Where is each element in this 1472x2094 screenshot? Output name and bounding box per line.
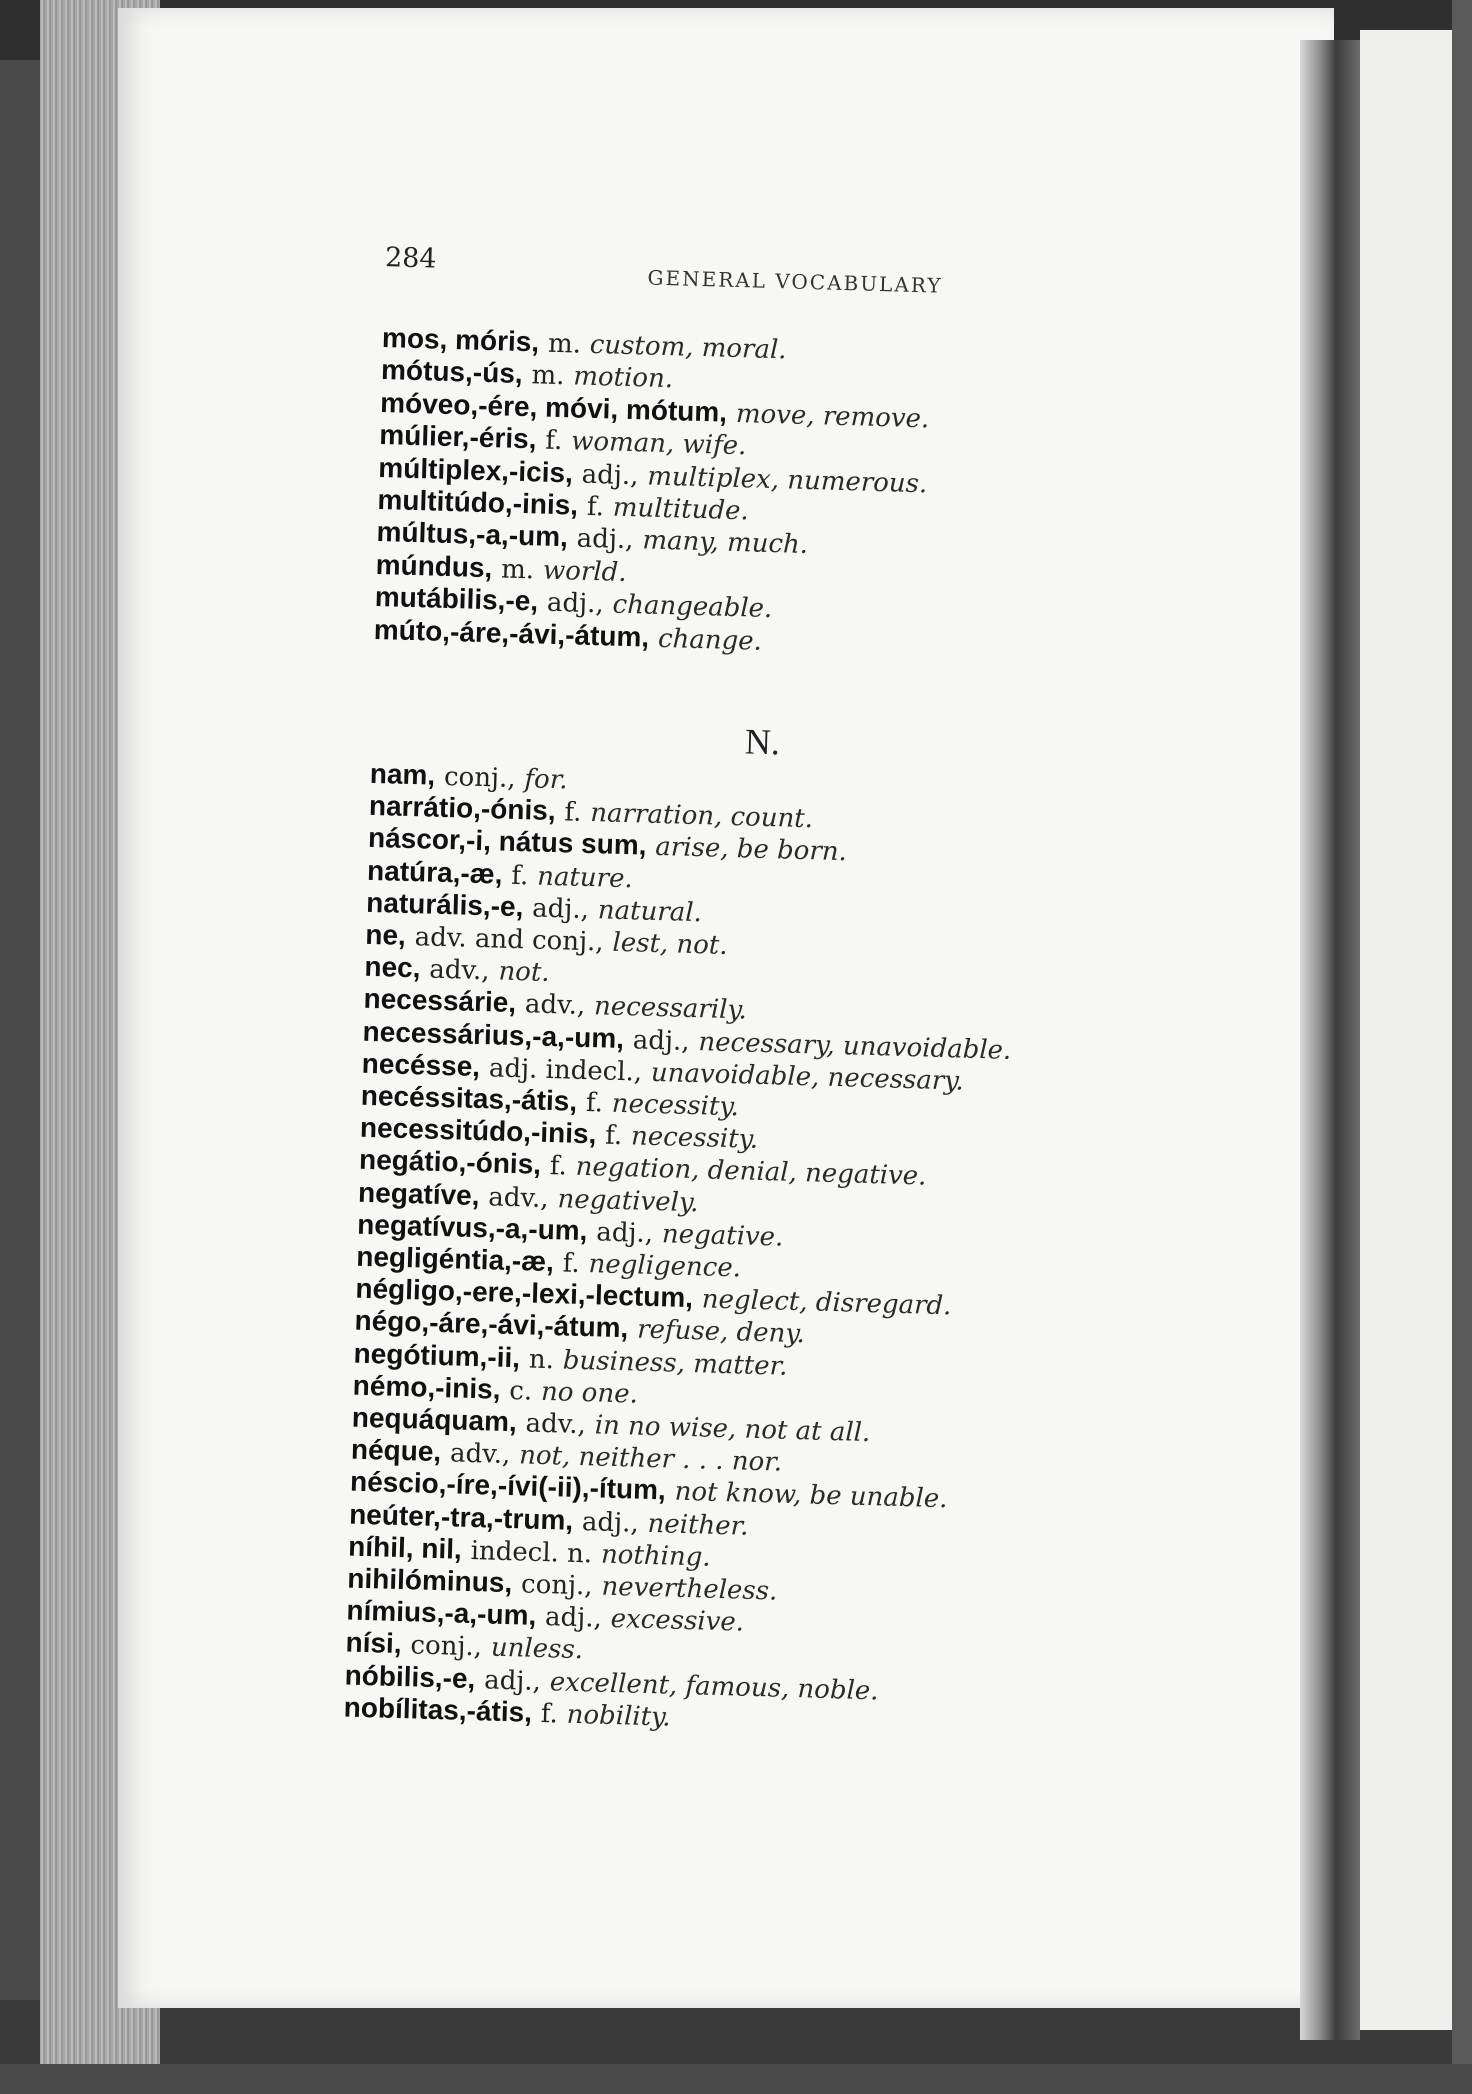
grammar-label: f. bbox=[540, 1698, 559, 1730]
definition: refuse, deny. bbox=[636, 1314, 806, 1350]
headword: mótus,-ús, bbox=[380, 354, 524, 390]
headword: natúra,-æ, bbox=[366, 854, 503, 890]
definition: excellent, famous, noble. bbox=[549, 1666, 879, 1707]
grammar-label: conj., bbox=[410, 1630, 483, 1663]
headword: móveo,-ére, móvi, mótum, bbox=[379, 386, 728, 428]
grammar-label: adj., bbox=[581, 459, 639, 491]
definition: natural. bbox=[597, 895, 703, 928]
headword: necessitúdo,-inis, bbox=[359, 1111, 597, 1150]
running-head: GENERAL VOCABULARY bbox=[647, 265, 943, 298]
headword: necessárius,-a,-um, bbox=[362, 1015, 625, 1054]
grammar-label: conj., bbox=[443, 761, 517, 794]
headword: negatívus,-a,-um, bbox=[356, 1208, 588, 1246]
headword: nímius,-a,-um, bbox=[346, 1594, 537, 1632]
headword: nihilóminus, bbox=[346, 1562, 513, 1599]
grammar-label: f. bbox=[549, 1151, 568, 1182]
grammar-label: m. bbox=[500, 554, 535, 586]
page-number: 284 bbox=[384, 242, 438, 275]
headword: nobílitas,-átis, bbox=[343, 1691, 533, 1728]
definition: neglect, disregard. bbox=[701, 1284, 952, 1322]
headword: négligo,-ere,-lexi,-lectum, bbox=[355, 1272, 694, 1314]
grammar-label: adj., bbox=[531, 893, 590, 925]
headword: néque, bbox=[350, 1433, 442, 1468]
headword: múltus,-a,-um, bbox=[376, 516, 569, 553]
definition: excessive. bbox=[610, 1604, 745, 1638]
definition: arise, be born. bbox=[654, 832, 848, 868]
headword: nóbilis,-e, bbox=[344, 1659, 476, 1694]
definition: motion. bbox=[572, 361, 674, 395]
definition: unavoidable, necessary. bbox=[650, 1057, 965, 1097]
definition: changeable. bbox=[612, 589, 773, 625]
definition: unless. bbox=[490, 1633, 584, 1666]
grammar-label: adv., bbox=[487, 1181, 550, 1214]
definition: necessity. bbox=[611, 1088, 740, 1123]
definition: negligence. bbox=[588, 1249, 742, 1284]
headword: mos, móris, bbox=[381, 322, 540, 358]
grammar-label: adj., bbox=[581, 1506, 640, 1539]
definition: nobility. bbox=[566, 1699, 672, 1733]
definition: multiplex, numerous. bbox=[646, 461, 928, 499]
grammar-label: f. bbox=[586, 491, 605, 523]
grammar-label: adj., bbox=[576, 523, 634, 556]
headword: negatíve, bbox=[357, 1176, 480, 1211]
headword: nísi, bbox=[345, 1626, 403, 1660]
definition: neither. bbox=[647, 1508, 749, 1542]
headword: necessárie, bbox=[363, 983, 517, 1019]
definition: necessarily. bbox=[593, 991, 748, 1026]
headword: náscor,-i, nátus sum, bbox=[367, 822, 647, 862]
definition: negative. bbox=[661, 1219, 784, 1253]
headword: naturális,-e, bbox=[365, 886, 524, 923]
section-letter-heading: N. bbox=[744, 721, 781, 763]
grammar-label: adv. and conj., bbox=[414, 922, 605, 958]
definition: negation, denial, negative. bbox=[575, 1152, 927, 1192]
grammar-label: adv., bbox=[524, 989, 586, 1022]
definition: necessary, unavoidable. bbox=[698, 1026, 1012, 1066]
headword: nam, bbox=[369, 757, 436, 791]
definition: narration, count. bbox=[589, 798, 814, 835]
definition: multitude. bbox=[612, 492, 750, 527]
definition: no one. bbox=[540, 1376, 639, 1410]
headword: mutábilis,-e, bbox=[374, 581, 539, 617]
headword: necéssitas,-átis, bbox=[360, 1079, 578, 1117]
grammar-label: adv., bbox=[449, 1438, 511, 1471]
grammar-label: m. bbox=[531, 360, 565, 392]
grammar-label: f. bbox=[604, 1120, 623, 1152]
definition: lest, not. bbox=[612, 927, 729, 961]
headword: necésse, bbox=[361, 1047, 481, 1082]
definition: world. bbox=[542, 555, 627, 588]
grammar-label: f. bbox=[544, 425, 563, 457]
grammar-label: indecl. n. bbox=[470, 1535, 593, 1570]
headword: múltiplex,-icis, bbox=[378, 451, 574, 489]
grammar-label: c. bbox=[508, 1375, 533, 1407]
grammar-label: adj., bbox=[483, 1665, 542, 1697]
headword: narrátio,-ónis, bbox=[368, 790, 557, 827]
headword: negátio,-ónis, bbox=[358, 1144, 542, 1181]
headword: néscio,-íre,-ívi(-ii),-ítum, bbox=[349, 1466, 667, 1506]
headword: némo,-inis, bbox=[352, 1369, 501, 1405]
definition: business, matter. bbox=[562, 1345, 788, 1382]
definition: necessity. bbox=[630, 1121, 759, 1156]
definition: for. bbox=[524, 764, 569, 796]
definition: nothing. bbox=[600, 1539, 711, 1573]
grammar-label: adj., bbox=[546, 587, 605, 620]
definition: move, remove. bbox=[735, 398, 930, 435]
definition: change. bbox=[657, 623, 763, 657]
grammar-label: f. bbox=[562, 1248, 581, 1279]
definition: many, much. bbox=[641, 525, 809, 561]
definition: nature. bbox=[536, 861, 634, 894]
grammar-label: adj., bbox=[544, 1602, 603, 1634]
grammar-label: f. bbox=[510, 860, 529, 891]
headword: négo,-áre,-ávi,-átum, bbox=[354, 1305, 629, 1344]
definition: not know, be unable. bbox=[674, 1477, 948, 1515]
definition: custom, moral. bbox=[589, 329, 787, 366]
headword: multitúdo,-inis, bbox=[377, 483, 579, 521]
grammar-label: f. bbox=[585, 1088, 604, 1119]
headword: neúter,-tra,-trum, bbox=[348, 1498, 574, 1536]
definition: woman, wife. bbox=[570, 426, 747, 462]
grammar-label: m. bbox=[547, 328, 582, 360]
headword: múto,-áre,-ávi,-átum, bbox=[373, 613, 650, 653]
definition: negatively. bbox=[557, 1183, 699, 1218]
headword: múlier,-éris, bbox=[378, 419, 537, 455]
definition: not, neither . . . nor. bbox=[518, 1440, 783, 1478]
headword: ne, bbox=[364, 918, 407, 951]
definition: not. bbox=[498, 956, 551, 989]
grammar-label: adj., bbox=[595, 1217, 654, 1249]
headword: níhil, nil, bbox=[347, 1530, 463, 1565]
headword: negótium,-ii, bbox=[353, 1337, 521, 1373]
headword: negligéntia,-æ, bbox=[355, 1240, 555, 1278]
grammar-label: conj., bbox=[520, 1569, 594, 1602]
grammar-label: adv., bbox=[525, 1408, 587, 1441]
grammar-label: adv., bbox=[428, 954, 491, 987]
grammar-label: n. bbox=[528, 1344, 555, 1375]
grammar-label: adj. indecl., bbox=[488, 1053, 643, 1088]
headword: nec, bbox=[364, 951, 421, 984]
grammar-label: f. bbox=[564, 797, 582, 828]
definition: in no wise, not at all. bbox=[594, 1410, 871, 1449]
grammar-label: adj., bbox=[632, 1024, 691, 1057]
headword: nequáquam, bbox=[351, 1401, 518, 1438]
definition: nevertheless. bbox=[601, 1571, 778, 1607]
headword: múndus, bbox=[375, 548, 493, 584]
